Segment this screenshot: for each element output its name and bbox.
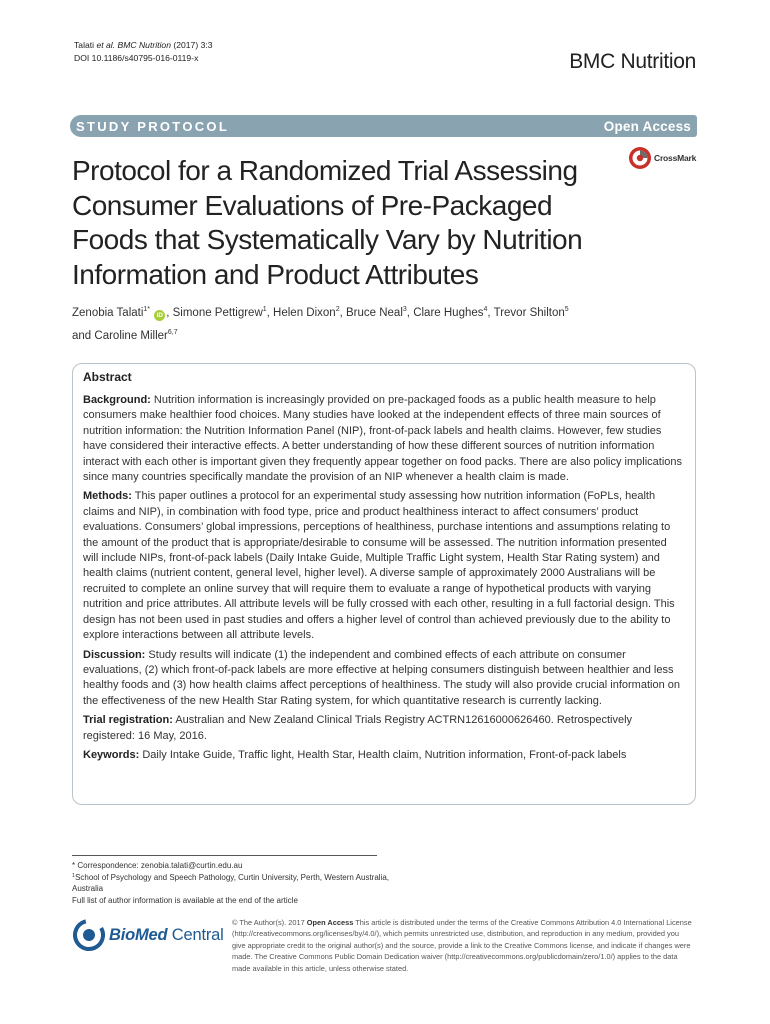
author-name[interactable]: Simone Pettigrew: [172, 307, 263, 319]
citation-journal: BMC Nutrition: [117, 40, 171, 50]
abstract-trial-registration: [83, 713, 685, 744]
article-type-label: STUDY PROTOCOL: [76, 118, 230, 134]
author-affiliation-sup: 3: [402, 306, 407, 313]
license-copyright: © The Author(s). 2017: [232, 918, 305, 927]
author-list: Zenobia Talati$^{1*}$ iD , Simone Pettigrew$^1$, Helen Dixon$^2$, Bruce Neal$^3$, Clare Hughes$^4$, Trevor Shilton$^5$ and Caroline Miller$^{6,7}$: [72, 306, 569, 342]
citation-doi[interactable]: DOI 10.1186/s40795-016-0119-x: [74, 53, 199, 63]
orcid-icon[interactable]: iD: [154, 310, 165, 321]
publisher-logo[interactable]: [72, 918, 224, 952]
citation-year-volume: (2017) 3:3: [173, 40, 213, 50]
abstract-trial-text: Australian and New Zealand Clinical Trials Registry ACTRN12616000626460. Retrospectively registered: 16 May, 2016.: [83, 714, 633, 742]
abstract-discussion: [83, 648, 685, 710]
citation-header: [74, 39, 213, 65]
author-affiliation-sup: 2: [335, 306, 340, 313]
license-open-access: Open Access: [306, 918, 354, 927]
abstract-discussion-label: Discussion:: [83, 648, 146, 661]
citation-line: [74, 39, 213, 52]
abstract-methods-label: Methods:: [83, 490, 132, 503]
publisher-name: [109, 926, 224, 945]
article-title: Protocol for a Randomized Trial Assessing Consumer Evaluations of Pre-Packaged Foods that Systematically Vary by Nutrition Information and Product Attributes: [72, 155, 583, 290]
footnotes: [72, 860, 392, 906]
footnote-divider: [72, 855, 377, 856]
abstract-background-label: Background:: [83, 394, 151, 406]
author-conjunction: and: [72, 330, 92, 342]
author-name[interactable]: Bruce Neal: [346, 307, 403, 319]
biomed-central-icon: [72, 918, 106, 952]
author-name[interactable]: Clare Hughes: [413, 307, 484, 319]
license-text: This article is distributed under the terms of the Creative Commons Attribution 4.0 International License (http://creativecommons.org/licenses/by/4.0/), which permits unrestricted use, distribution, and reproduction in any medium, provided you give appropriate credit to the original author(s) and the source, provide a link to the Creative Commons license, and indicate if changes were made. The Creative Commons Public Domain Dedication waiver (http://creativecommons.org/publicdomain/zero/1.0/) applies to the data made available in this article, unless otherwise stated.: [232, 918, 692, 973]
affiliation-text: School of Psychology and Speech Pathology, Curtin University, Perth, Western Australia, Australia: [72, 873, 389, 894]
abstract-keywords-text: Daily Intake Guide, Traffic light, Health Star, Health claim, Nutrition information, Front-of-pack labels: [142, 748, 627, 761]
author-affiliation-sup: 6,7: [167, 329, 178, 336]
abstract-keywords: [83, 748, 685, 763]
abstract-methods: [83, 489, 685, 643]
author-info-note: Full list of author information is available at the end of the article: [72, 895, 298, 905]
publisher-name-bold: BioMed: [109, 925, 168, 944]
abstract-heading: Abstract: [83, 370, 132, 384]
affiliation-note: [72, 871, 392, 894]
citation-et-al: et al.: [96, 40, 116, 50]
author-name[interactable]: Caroline Miller: [94, 330, 168, 342]
author-affiliation-sup: 1: [262, 306, 267, 313]
crossmark-icon: [628, 146, 652, 170]
author-name[interactable]: Trevor Shilton: [493, 307, 565, 319]
correspondence-note[interactable]: * Correspondence: zenobia.talati@curtin.edu.au: [72, 861, 243, 870]
abstract-trial-label: Trial registration:: [83, 714, 173, 727]
author-affiliation-sup: 5: [564, 306, 569, 313]
citation-authors: Talati: [74, 40, 95, 50]
crossmark-label: CrossMark: [654, 153, 697, 163]
abstract-background-text: Nutrition information is increasingly provided on pre-packaged foods as a public health measure to help consumers make healthier food choices. Many studies have looked at the independent effects of three main sources of nutrition information: the Nutrition Information Panel (NIP), front-of-pack labels and health claims. However, few studies have considered their interactive effects. A better understanding of how these different sources of nutrition information interact with each other is important given they frequently appear together on food packs. There are also policy implications since many countries specifically mandate the provision of an NIP whenever a health claim is made.: [83, 394, 683, 484]
open-access-label[interactable]: Open Access: [603, 118, 691, 134]
affiliation-sup: 1: [72, 873, 76, 880]
author-name[interactable]: Zenobia Talati: [72, 307, 144, 319]
abstract-box: [72, 363, 696, 805]
abstract-methods-text: This paper outlines a protocol for an experimental study assessing how nutrition information (FoPLs, health claims and NIP), in combination with food type, price and product healthiness interact to affect consumers’ product evaluations. Consumers’ global impressions, perceptions of healthiness, purchase intentions and assumptions relating to the amount of the product that is appropriate/desirable to consume will be assessed. The nutrition information presented will include NIPs, front-of-pack labels (Daily Intake Guide, Multiple Traffic Light system, Health Star Rating system) and health claims (nutrient content, general level, higher level). A diverse sample of approximately 2000 Australians will be recruited to complete an online survey that will require them to evaluate a range of hypothetical products with varying nutrition and price attributes. All attribute levels will be fully crossed with each other, resulting in a full factorial design. This design has not been used in past studies and offers a higher level of control than achieved previously due to the ability to explore interactions between all attribute levels.: [83, 490, 675, 642]
publisher-name-rest: Central: [167, 925, 224, 944]
abstract-background: [83, 393, 685, 485]
license-statement: [232, 917, 694, 974]
author-name[interactable]: Helen Dixon: [273, 307, 336, 319]
abstract-discussion-text: Study results will indicate (1) the independent and combined effects of each attribute on consumer evaluations, (2) which front-of-pack labels are more effective at helping consumers distinguish between healthier and less healthy foods and (3) how health claims affect perceptions of healthiness. The study will also provide crucial information on the effectiveness of the new Health Star Rating system, for which quantitative research is currently lacking.: [83, 648, 680, 707]
abstract-keywords-label: Keywords:: [83, 748, 140, 761]
author-affiliation-sup: 1*: [143, 306, 151, 313]
article-type-banner: [70, 115, 697, 137]
crossmark-badge[interactable]: [628, 146, 696, 170]
journal-logo[interactable]: BMC Nutrition: [569, 50, 696, 73]
author-affiliation-sup: 4: [483, 306, 488, 313]
